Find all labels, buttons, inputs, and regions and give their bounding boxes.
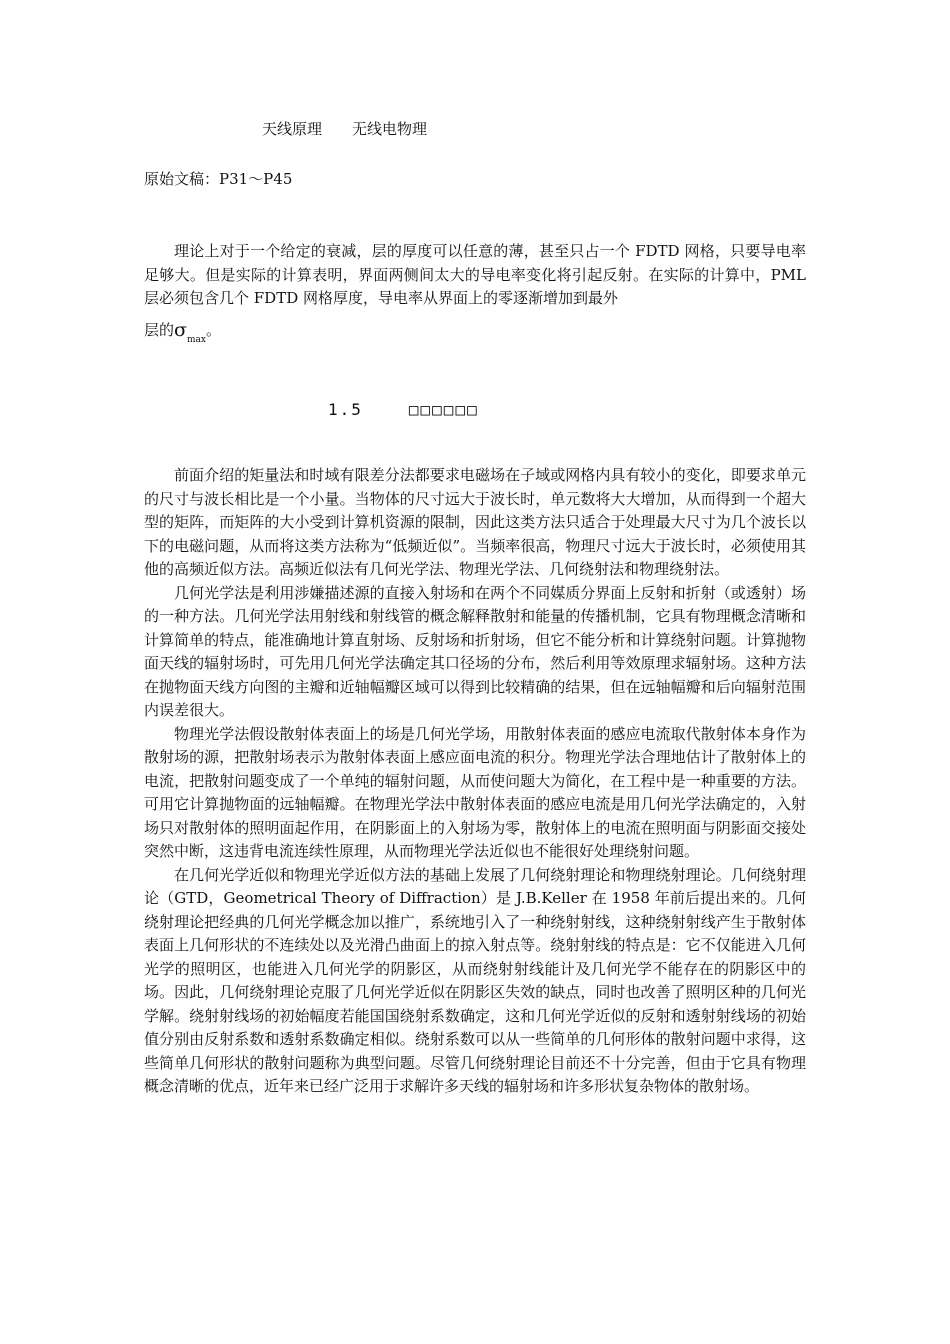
intro-sigma-line <box>144 319 806 353</box>
intro-paragraph: 理论上对于一个给定的衰减，层的厚度可以任意的薄，甚至只占一个 FDTD 网格，只要导电率足够大。但是实际的计算表明，界面两侧间太大的导电率变化将引起反射。在实际的计算中，PML 层必须包含几个 FDTD 网格厚度，导电率从界面上的零逐渐增加到最外 <box>144 242 806 307</box>
body-paragraph: 物理光学法假设散射体表面上的场是几何光学场，用散射体表面的感应电流取代散射体本身作为散射场的源，把散射场表示为散射体表面上感应面电流的积分。物理光学法合理地估计了散射体上的电流，把散射问题变成了一个单纯的辐射问题，从而使问题大为简化，在工程中是一种重要的方法。可用它计算抛物面的远轴幅瓣。在物理光学法中散射体表面的感应电流是用几何光学法确定的，入射场只对散射体的照明面起作用，在阴影面上的入射场为零，散射体上的电流在照明面与阴影面交接处突然中断，这违背电流连续性原理，从而物理光学法近似也不能很好处理绕射问题。 <box>144 724 806 860</box>
section-title-text: □□□□□□ <box>408 400 479 419</box>
header-book-title: 天线原理 <box>262 120 323 138</box>
page-header <box>262 117 427 141</box>
header-subject: 无线电物理 <box>352 120 428 138</box>
section-heading <box>328 398 479 422</box>
body-paragraph: 几何光学法是利用涉嫌描述源的直接入射场和在两个不同媒质分界面上反射和折射（或透射）场的一种方法。几何光学法用射线和射线管的概念解释散射和能量的传播机制，它具有物理概念清晰和计算简单的特点，能准确地计算直射场、反射场和折射场，但它不能分析和计算绕射问题。计算抛物面天线的辐射场时，可先用几何光学法确定其口径场的分布，然后利用等效原理求辐射场。这种方法在抛物面天线方向图的主瓣和近轴幅瓣区域可以得到比较精确的结果，但在远轴幅瓣和后向辐射范围内误差很大。 <box>144 583 806 719</box>
source-note: 原始文稿：P31～P45 <box>144 170 293 188</box>
sigma-symbol: σ <box>174 318 187 341</box>
body-paragraph: 前面介绍的矩量法和时域有限差分法都要求电磁场在子域或网格内具有较小的变化，即要求单元的尺寸与波长相比是一个小量。当物体的尺寸远大于波长时，单元数将大大增加，从而得到一个超大型的矩阵，而矩阵的大小受到计算机资源的限制，因此这类方法只适合于处理最大尺寸为几个波长以下的电磁问题，从而将这类方法称为“低频近似”。当频率很高，物理尺寸远大于波长时，必须使用其他的高频近似方法。高频近似法有几何光学法、物理光学法、几何绕射法和物理绕射法。 <box>144 466 806 578</box>
intro-line2-suffix: 。 <box>205 320 221 339</box>
body-paragraph: 在几何光学近似和物理光学近似方法的基础上发展了几何绕射理论和物理绕射理论。几何绕射理论（GTD，Geometrical Theory of Diffraction）是 J.B.Keller 在 1958 年前后提出来的。几何绕射理论把经典的几何光学概念加以推广，系统地引入了一种绕射射线，这种绕射射线产生于散射体表面上几何形状的不连续处以及光滑凸曲面上的掠入射点等。绕射射线的特点是：它不仅能进入几何光学的照明区，也能进入几何光学的阴影区，从而绕射射线能计及几何光学不能存在的阴影区中的场。因此，几何绕射理论克服了几何光学近似在阴影区失效的缺点，同时也改善了照明区种的几何光学解。绕射射线场的初始幅度若能国国绕射系数确定，这和几何光学近似的反射和透射射线场的初始值分别由反射系数和透射系数确定相似。绕射系数可以从一些简单的几何形体的散射问题中求得，这些简单几何形状的散射问题称为典型问题。尽管几何绕射理论目前还不十分完善，但由于它具有物理概念清晰的优点，近年来已经广泛用于求解许多天线的辐射场和许多形状复杂物体的散射场。 <box>144 865 806 1095</box>
body-text <box>144 464 806 1099</box>
section-number: 1.5 <box>328 400 363 419</box>
intro-line2-prefix: 层的 <box>144 320 175 339</box>
intro-block <box>144 240 806 352</box>
sigma-subscript: max <box>187 334 206 345</box>
